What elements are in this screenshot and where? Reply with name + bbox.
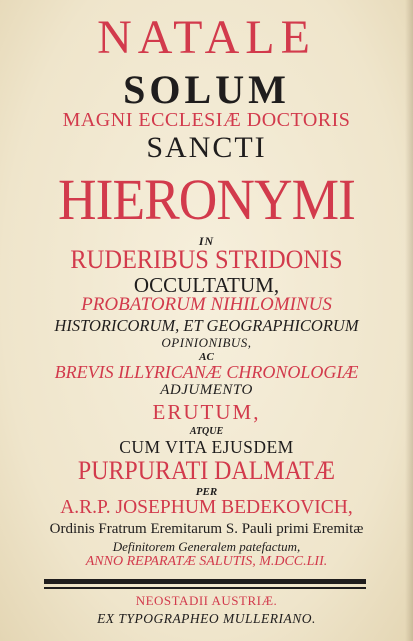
- divider-rule-thick: [44, 579, 366, 584]
- divider-rule-thin: [44, 587, 366, 589]
- publication-year: ANNO REPARATÆ SALUTIS, M.DCC.LII.: [85, 554, 328, 569]
- author-order: Ordinis Fratrum Eremitarum S. Pauli primi Eremitæ: [49, 521, 364, 537]
- page-edge-shadow: [405, 0, 413, 641]
- subtitle-magni-ecclesiae: MAGNI ECCLESIÆ DOCTORIS: [62, 109, 351, 131]
- word-ac: AC: [199, 351, 214, 363]
- line-historicorum: HISTORICORUM, ET GEOGRAPHICORUM: [54, 316, 359, 335]
- imprint-printer: EX TYPOGRAPHEO MULLERIANO.: [97, 611, 316, 626]
- title-hieronymi: HIERONYMI: [57, 167, 356, 232]
- title-natale: NATALE: [97, 11, 316, 64]
- line-purpurati-dalmatae: PURPURATI DALMATÆ: [77, 456, 336, 485]
- line-brevis-illyricanae: BREVIS ILLYRICANÆ CHRONOLOGIÆ: [54, 362, 359, 382]
- author-name: A.R.P. JOSEPHUM BEDEKOVICH,: [60, 497, 353, 518]
- line-occultatum: OCCULTATUM,: [133, 273, 280, 297]
- imprint-place: NEOSTADII AUSTRIÆ.: [135, 593, 278, 608]
- line-cum-vita: CUM VITA EJUSDEM: [119, 437, 294, 457]
- line-opinionibus: OPINIONIBUS,: [161, 335, 252, 350]
- line-ruderibus: RUDERIBUS STRIDONIS: [70, 245, 343, 274]
- line-adjumento: ADJUMENTO: [160, 382, 253, 398]
- bleed-through-text: [150, 0, 350, 8]
- title-solum: SOLUM: [123, 67, 290, 112]
- word-atque: ATQUE: [189, 426, 224, 437]
- line-probatorum: PROBATORUM NIHILOMINUS: [81, 294, 332, 315]
- word-in: IN: [198, 234, 215, 248]
- author-office: Definitorem Generalem patefactum,: [112, 539, 301, 554]
- word-per: PER: [195, 486, 218, 498]
- line-erutum: ERUTUM,: [152, 400, 261, 424]
- title-sancti: SANCTI: [146, 131, 267, 164]
